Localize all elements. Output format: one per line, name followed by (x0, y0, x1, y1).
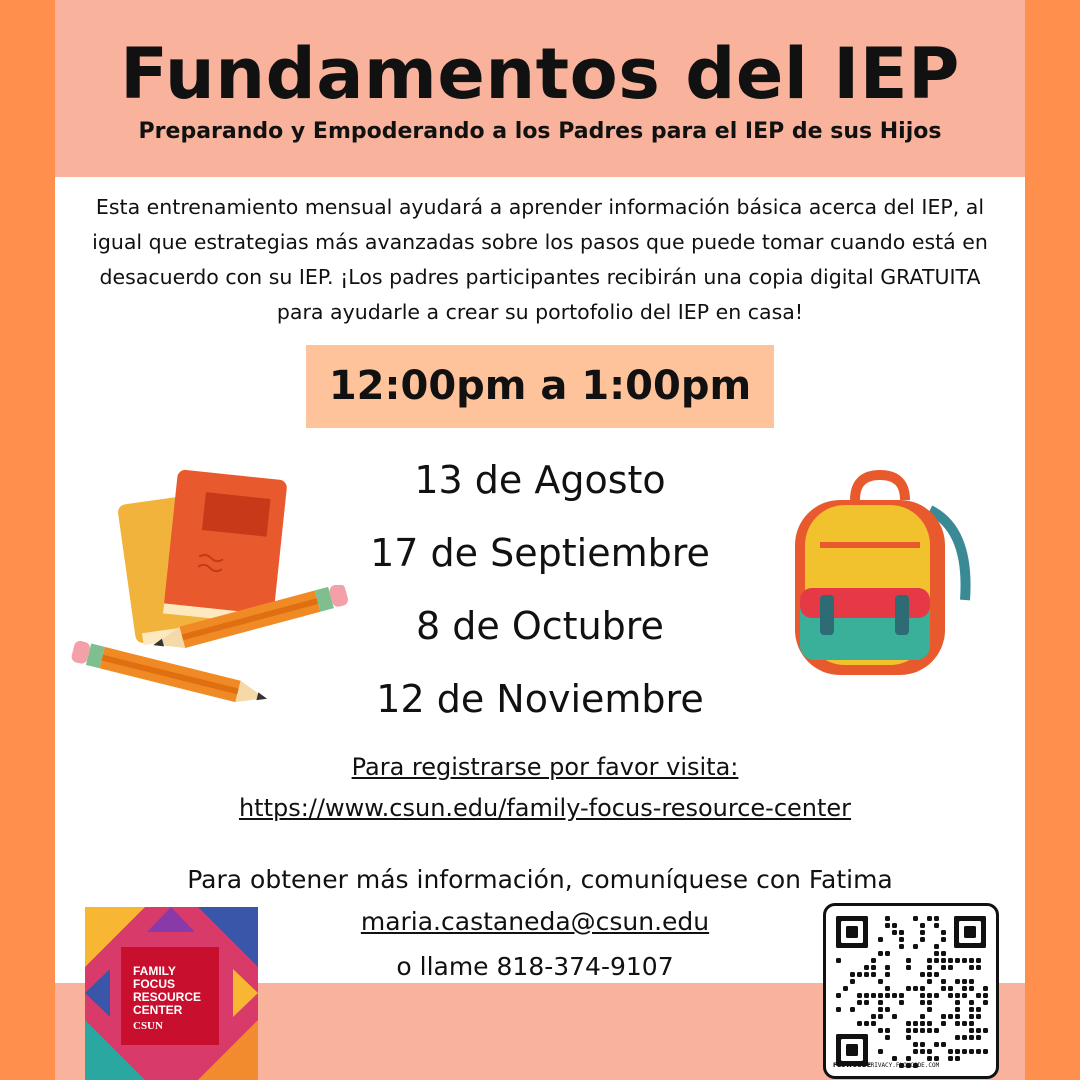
pencil-icon (65, 640, 280, 710)
logo-line: RESOURCE (133, 990, 202, 1004)
register-label: Para registrarse por favor visita: (351, 753, 739, 781)
logo-line: FAMILY (133, 964, 176, 978)
dates-list (290, 444, 790, 736)
logo-line: FOCUS (133, 977, 175, 991)
qr-privacy: PRIVACY.FLOWCODE.COM (867, 1062, 940, 1069)
date-item: 12 de Noviembre (376, 677, 704, 721)
register-link[interactable]: https://www.csun.edu/family-focus-resource-center (238, 794, 852, 822)
qr-brand: FLOWCODE (833, 1062, 872, 1069)
left-border (0, 0, 55, 1080)
intro-text: Esta entrenamiento mensual ayudará a aprender información básica acerca del IEP, al igual que estrategias más avanzadas sobre los pasos que puede tomar cuando está en desacuerdo con su IEP. ¡Los padres participantes recibirán una copia digital GRATUITA para ayudarle a crear su portofolio del IEP en casa! (92, 195, 988, 324)
time-badge: 12:00pm a 1:00pm (306, 345, 774, 428)
right-border (1025, 0, 1080, 1080)
header (55, 0, 1025, 177)
logo (85, 907, 258, 1080)
page-subtitle: Preparando y Empoderando a los Padres para el IEP de sus Hijos (138, 119, 942, 144)
contact-text: Para obtener más información, comuníquese con Fatima (187, 865, 893, 894)
logo-org: CSUN (133, 1020, 163, 1032)
date-item: 13 de Agosto (414, 458, 666, 502)
page-title: Fundamentos del IEP (120, 33, 960, 115)
logo-line: CENTER (133, 1003, 183, 1017)
qr-code-icon[interactable] (823, 903, 999, 1079)
qr-pattern (826, 906, 996, 1076)
phone-text: o llame 818-374-9107 (396, 952, 674, 981)
date-item: 17 de Septiembre (370, 531, 710, 575)
backpack-icon (780, 470, 980, 685)
date-item: 8 de Octubre (416, 604, 664, 648)
email-link[interactable]: maria.castaneda@csun.edu (360, 907, 710, 936)
